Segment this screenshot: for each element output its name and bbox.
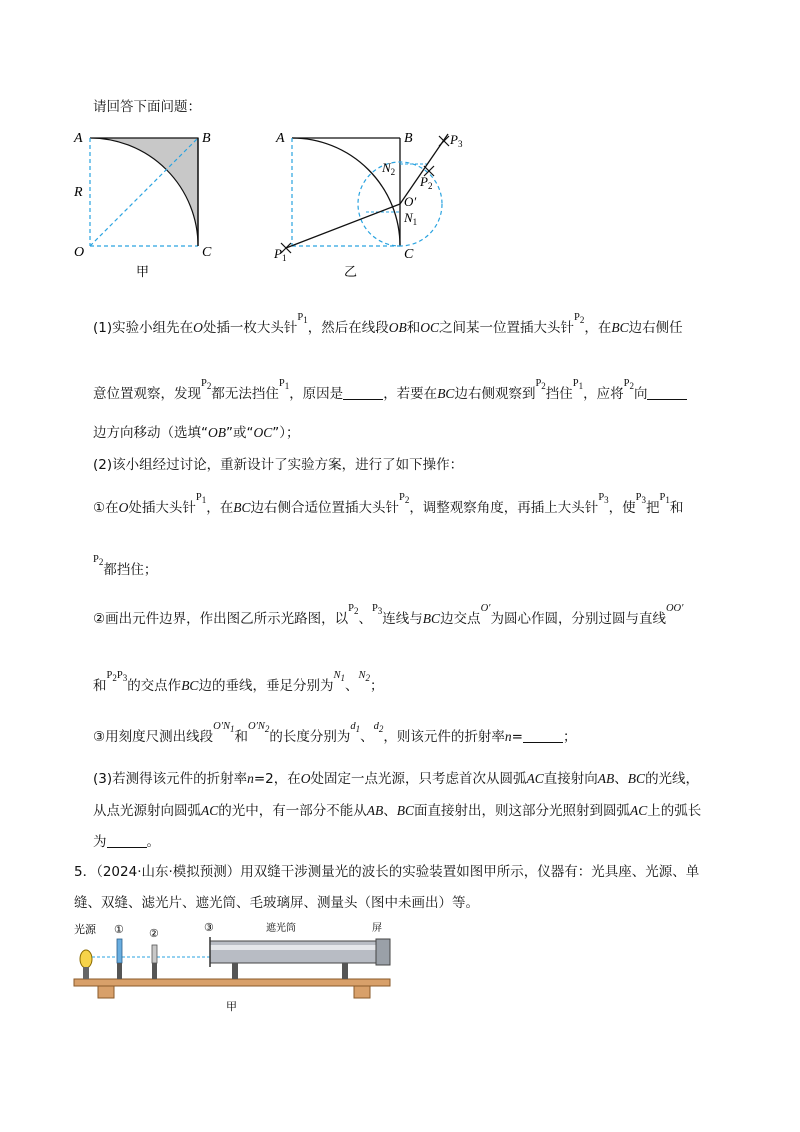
answer-blank-4[interactable] — [107, 833, 147, 848]
label-n1: $N_1$ — [404, 210, 418, 227]
intro-text: 请回答下面问题： — [93, 99, 201, 115]
label-p3: $P_3$ — [450, 132, 463, 149]
pin-p1 — [281, 243, 291, 253]
q2-step1: ①在O处插大头针$^{P1}$，在BC边右侧合适位置插大头针$^{P2}$，调整观察角度，再插上大头针$^{P3}$，使$^{P3}$把$^{P1}$和 — [93, 492, 684, 516]
label-c2: ② — [149, 928, 159, 940]
label-r: R — [74, 185, 83, 200]
caption-apparatus: 甲 — [226, 1001, 237, 1013]
label-p2: $P_2$ — [420, 174, 433, 191]
label-c1: ① — [114, 924, 124, 936]
label-light-source: 光源 — [74, 924, 96, 936]
label-a: A — [74, 131, 83, 146]
label-tube: 遮光筒 — [266, 923, 296, 934]
q2-step2-line2: 和$^{P2P3}$的交点作BC边的垂线，垂足分别为$^{N1}$、$^{N2}$； — [93, 670, 384, 694]
label-c3: ③ — [204, 922, 214, 934]
figure-yi — [272, 122, 482, 282]
label-b: B — [202, 131, 211, 146]
q5-line1: 5．（2024·山东·模拟预测）用双缝干涉测量光的波长的实验装置如图甲所示，仪器有：光具座、光源、单 — [74, 864, 700, 880]
q2-intro: (2)该小组经过讨论，重新设计了实验方案，进行了如下操作： — [93, 457, 464, 473]
label-p1: $P_1$ — [274, 246, 287, 263]
q2-step1-line2: $^{P2}$都挡住； — [93, 554, 158, 578]
q3-line2: 从点光源射向圆弧AC的光中，有一部分不能从AB、BC面直接射出，则这部分光照射到圆弧AC上的弧长 — [93, 803, 702, 819]
answer-blank-3[interactable] — [523, 728, 563, 743]
q1-line1: (1)实验小组先在O处插一枚大头针$^{P1}$，然后在线段OB和OC之间某一位置插大头针$^{P2}$，在BC边右侧任 — [93, 312, 683, 336]
label-b: B — [404, 131, 413, 146]
q3-line3: 为 。 — [93, 834, 160, 850]
label-oprime: O′ — [404, 194, 417, 209]
label-o: O — [74, 245, 85, 260]
q5-line2: 缝、双缝、滤光片、遮光筒、毛玻璃屏、测量头（图中未画出）等。 — [74, 895, 479, 911]
answer-blank-1[interactable] — [343, 385, 383, 400]
label-screen: 屏 — [372, 923, 382, 934]
label-c: C — [404, 247, 414, 262]
answer-blank-2[interactable] — [647, 385, 687, 400]
q1-line2: 意位置观察，发现$^{P2}$都无法挡住$^{P1}$，原因是 ，若要在BC边右侧观察到$^{P2}$挡住$^{P1}$，应将$^{P2}$向 — [93, 384, 687, 408]
label-c: C — [202, 245, 212, 260]
q2-step2: ②画出元件边界，作出图乙所示光路图，以$^{P2}$、$^{P3}$连线与BC边交点$^{O'}$为圆心作圆，分别过圆与直线$^{OO'}$ — [93, 603, 684, 627]
label-a: A — [276, 131, 285, 146]
q1-line3: 边方向移动（选填“OB”或“OC”）； — [93, 425, 300, 441]
apparatus-figure — [70, 915, 400, 1015]
figure-jia — [70, 122, 230, 282]
light-source-icon — [80, 950, 92, 979]
q2-step3: ③用刻度尺测出线段$^{O'N1}$和$^{O'N2}$的长度分别为$^{d1}$、$^{d2}$，则该元件的折射率n= ； — [93, 721, 577, 745]
pin-p3 — [439, 136, 449, 146]
q3-line1: (3)若测得该元件的折射率n=2，在O处固定一点光源，只考虑首次从圆弧AC直接射向AB、BC的光线， — [93, 771, 700, 787]
label-n2: $N_2$ — [382, 160, 396, 177]
caption-jia: 甲 — [136, 264, 150, 279]
caption-yi: 乙 — [344, 264, 358, 279]
